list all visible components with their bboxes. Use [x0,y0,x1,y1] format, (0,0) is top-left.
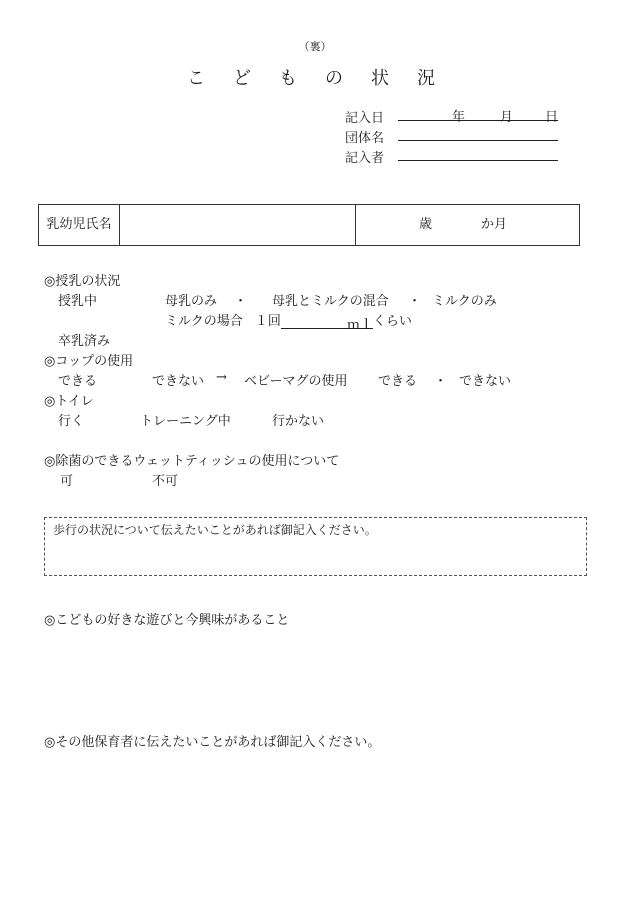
other-heading: ◎その他保育者に伝えたいことがあれば御記入ください。 [44,735,381,750]
mug-can: できる [378,374,418,389]
page-side-note: （裏） [298,40,332,53]
page-title: こどもの状況 [187,68,463,89]
approx-label: くらい [372,314,412,329]
cup-heading: ◎コップの使用 [44,354,134,369]
writer-field[interactable] [398,146,558,161]
play-heading: ◎こどもの好きな遊びと今興味があること [44,613,290,628]
milk-amount-field[interactable] [281,314,373,333]
option-breast-only: 母乳のみ [165,294,218,309]
child-info-box [38,204,580,246]
cup-can: できる [58,374,98,389]
age-unit: 歳 [419,217,433,232]
milk-case-row [165,310,412,333]
year-unit: 年 [452,110,466,125]
arrow-right-icon: → [216,370,227,385]
baby-mug-label: ベビーマグの使用 [244,374,348,389]
separator-dot: ・ [434,374,448,389]
toilet-training: トレーニング中 [140,414,231,429]
per-time-label: １回 [254,314,281,329]
name-age-divider [355,205,356,245]
separator-dot: ・ [408,294,422,309]
org-field[interactable] [398,126,558,141]
wipes-ok: 可 [60,474,74,489]
ml-unit: ｍｌ [346,318,373,333]
wipes-ng: 不可 [152,474,179,489]
option-mixed: 母乳とミルクの混合 [272,294,389,309]
mug-cannot: できない [459,374,512,389]
toilet-not-go: 行かない [272,414,325,429]
weaned-label: 卒乳済み [58,334,111,349]
toilet-go: 行く [58,414,85,429]
month-unit: 月 [500,110,514,125]
feeding-in-progress: 授乳中 [58,294,98,309]
child-name-label: 乳幼児氏名 [39,205,120,245]
walking-note-label: 歩行の状況について伝えたいことがあれば御記入ください。 [53,523,377,537]
writer-label: 記入者 [345,151,385,166]
cup-cannot: できない [152,374,205,389]
wipes-heading: ◎除菌のできるウェットティッシュの使用について [44,454,340,469]
month-unit: か月 [481,217,508,232]
milk-case-label: ミルクの場合 [165,314,243,329]
date-field[interactable] [398,106,559,125]
day-unit: 日 [545,110,559,125]
feeding-heading: ◎授乳の状況 [44,274,121,289]
walking-note-box[interactable] [44,517,587,576]
date-label: 記入日 [345,111,385,126]
separator-dot: ・ [234,294,248,309]
org-label: 団体名 [345,131,385,146]
toilet-heading: ◎トイレ [44,394,94,409]
option-milk-only: ミルクのみ [432,294,497,309]
